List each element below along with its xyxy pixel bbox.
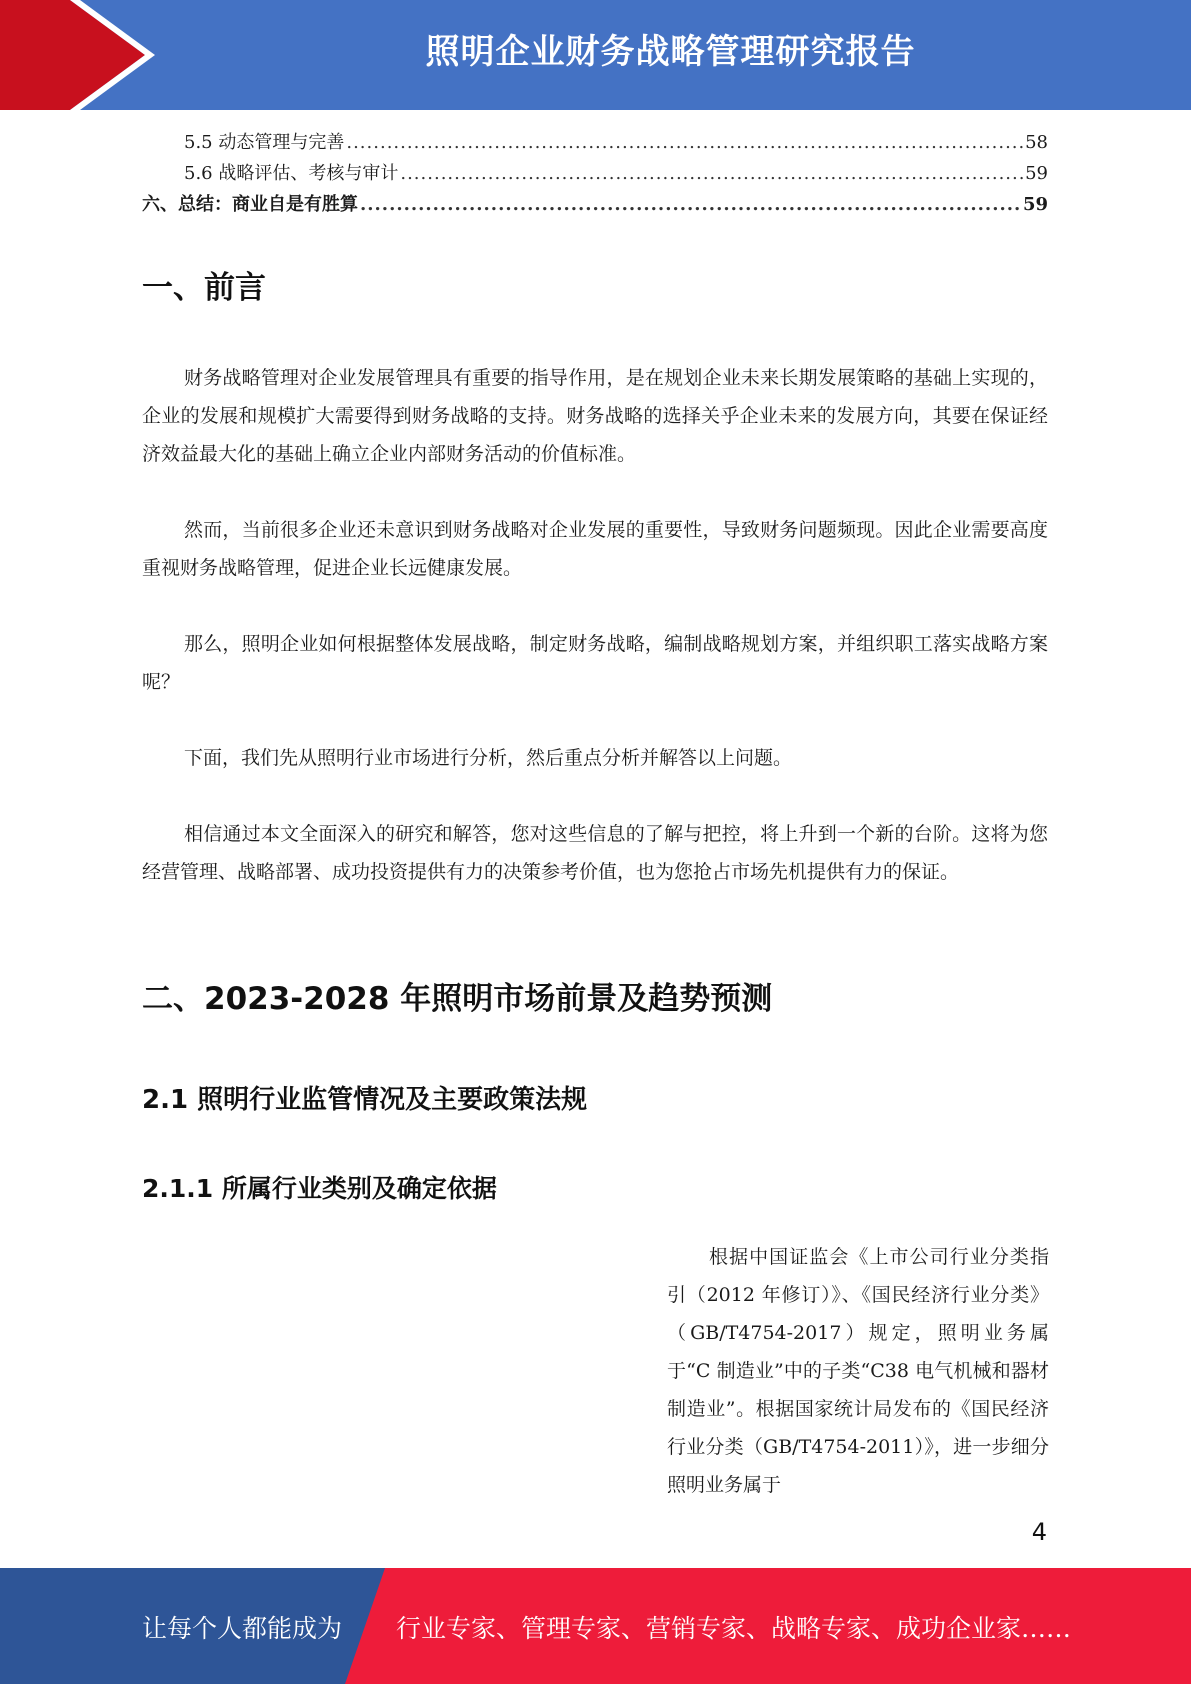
- page-number: 4: [1031, 1518, 1047, 1546]
- header-red-arrow: [0, 0, 150, 110]
- category-paragraph: 根据中国证监会《上市公司行业分类指引（2012 年修订）》、《国民经济行业分类》（GB/T4754-2017）规定，照明业务属于“C 制造业”中的子类“C38 电气机械和器材制造业”。根据国家统计局发布的《国民经济行业分类（GB/T4754-2011）》，进一步细分照明业务属于: [667, 1246, 1049, 1496]
- preface-paragraph-1: 财务战略管理对企业发展管理具有重要的指导作用，是在规划企业未来长期发展策略的基础上实现的，企业的发展和规模扩大需要得到财务战略的支持。财务战略的选择关乎企业未来的发展方向，其要在保证经济效益最大化的基础上确立企业内部财务活动的价值标准。: [142, 367, 1048, 465]
- section-heading-preface: 一、前言: [142, 270, 266, 306]
- toc-entry-page: 59: [1022, 194, 1048, 215]
- page-footer: [0, 1568, 1191, 1684]
- preface-paragraph-5: 相信通过本文全面深入的研究和解答，您对这些信息的了解与把控，将上升到一个新的台阶。这将为您经营管理、战略部署、成功投资提供有力的决策参考价值，也为您抢占市场先机提供有力的保证。: [142, 823, 1048, 883]
- preface-paragraph-2: 然而，当前很多企业还未意识到财务战略对企业发展的重要性，导致财务问题频现。因此企业需要高度重视财务战略管理，促进企业长远健康发展。: [142, 519, 1048, 579]
- preface-paragraph-4: 下面，我们先从照明行业市场进行分析，然后重点分析并解答以上问题。: [184, 747, 793, 769]
- toc-entry-label: 5.5 动态管理与完善: [184, 132, 345, 153]
- toc-leader-dots: [360, 194, 1021, 215]
- preface-paragraph-3: 那么，照明企业如何根据整体发展战略，制定财务战略，编制战略规划方案，并组织职工落实战略方案呢？: [142, 633, 1048, 693]
- page-header: [0, 0, 1191, 110]
- toc-leader-dots: [346, 132, 1023, 153]
- toc-entry-5-6[interactable]: [142, 159, 1048, 190]
- toc-entry-page: 59: [1025, 163, 1048, 184]
- section-heading-forecast: 二、2023-2028 年照明市场前景及趋势预测: [142, 981, 773, 1017]
- subsection-heading-regulation: 2.1 照明行业监管情况及主要政策法规: [142, 1085, 588, 1115]
- toc-entry-5-5[interactable]: [142, 128, 1048, 159]
- toc-entry-6[interactable]: [142, 190, 1048, 221]
- toc-entry-label: 六、总结：商业自是有胜算: [142, 194, 358, 215]
- toc-entry-label: 5.6 战略评估、考核与审计: [184, 163, 399, 184]
- toc-entry-page: 58: [1025, 132, 1048, 153]
- footer-slogan-left: 让每个人都能成为: [142, 1614, 343, 1643]
- report-title: 照明企业财务战略管理研究报告: [425, 32, 916, 72]
- table-of-contents: [142, 128, 1048, 221]
- footer-slogan-right: 行业专家、管理专家、营销专家、战略专家、成功企业家……: [396, 1614, 1072, 1643]
- subsubsection-heading-category: 2.1.1 所属行业类别及确定依据: [142, 1174, 497, 1203]
- toc-leader-dots: [400, 163, 1023, 184]
